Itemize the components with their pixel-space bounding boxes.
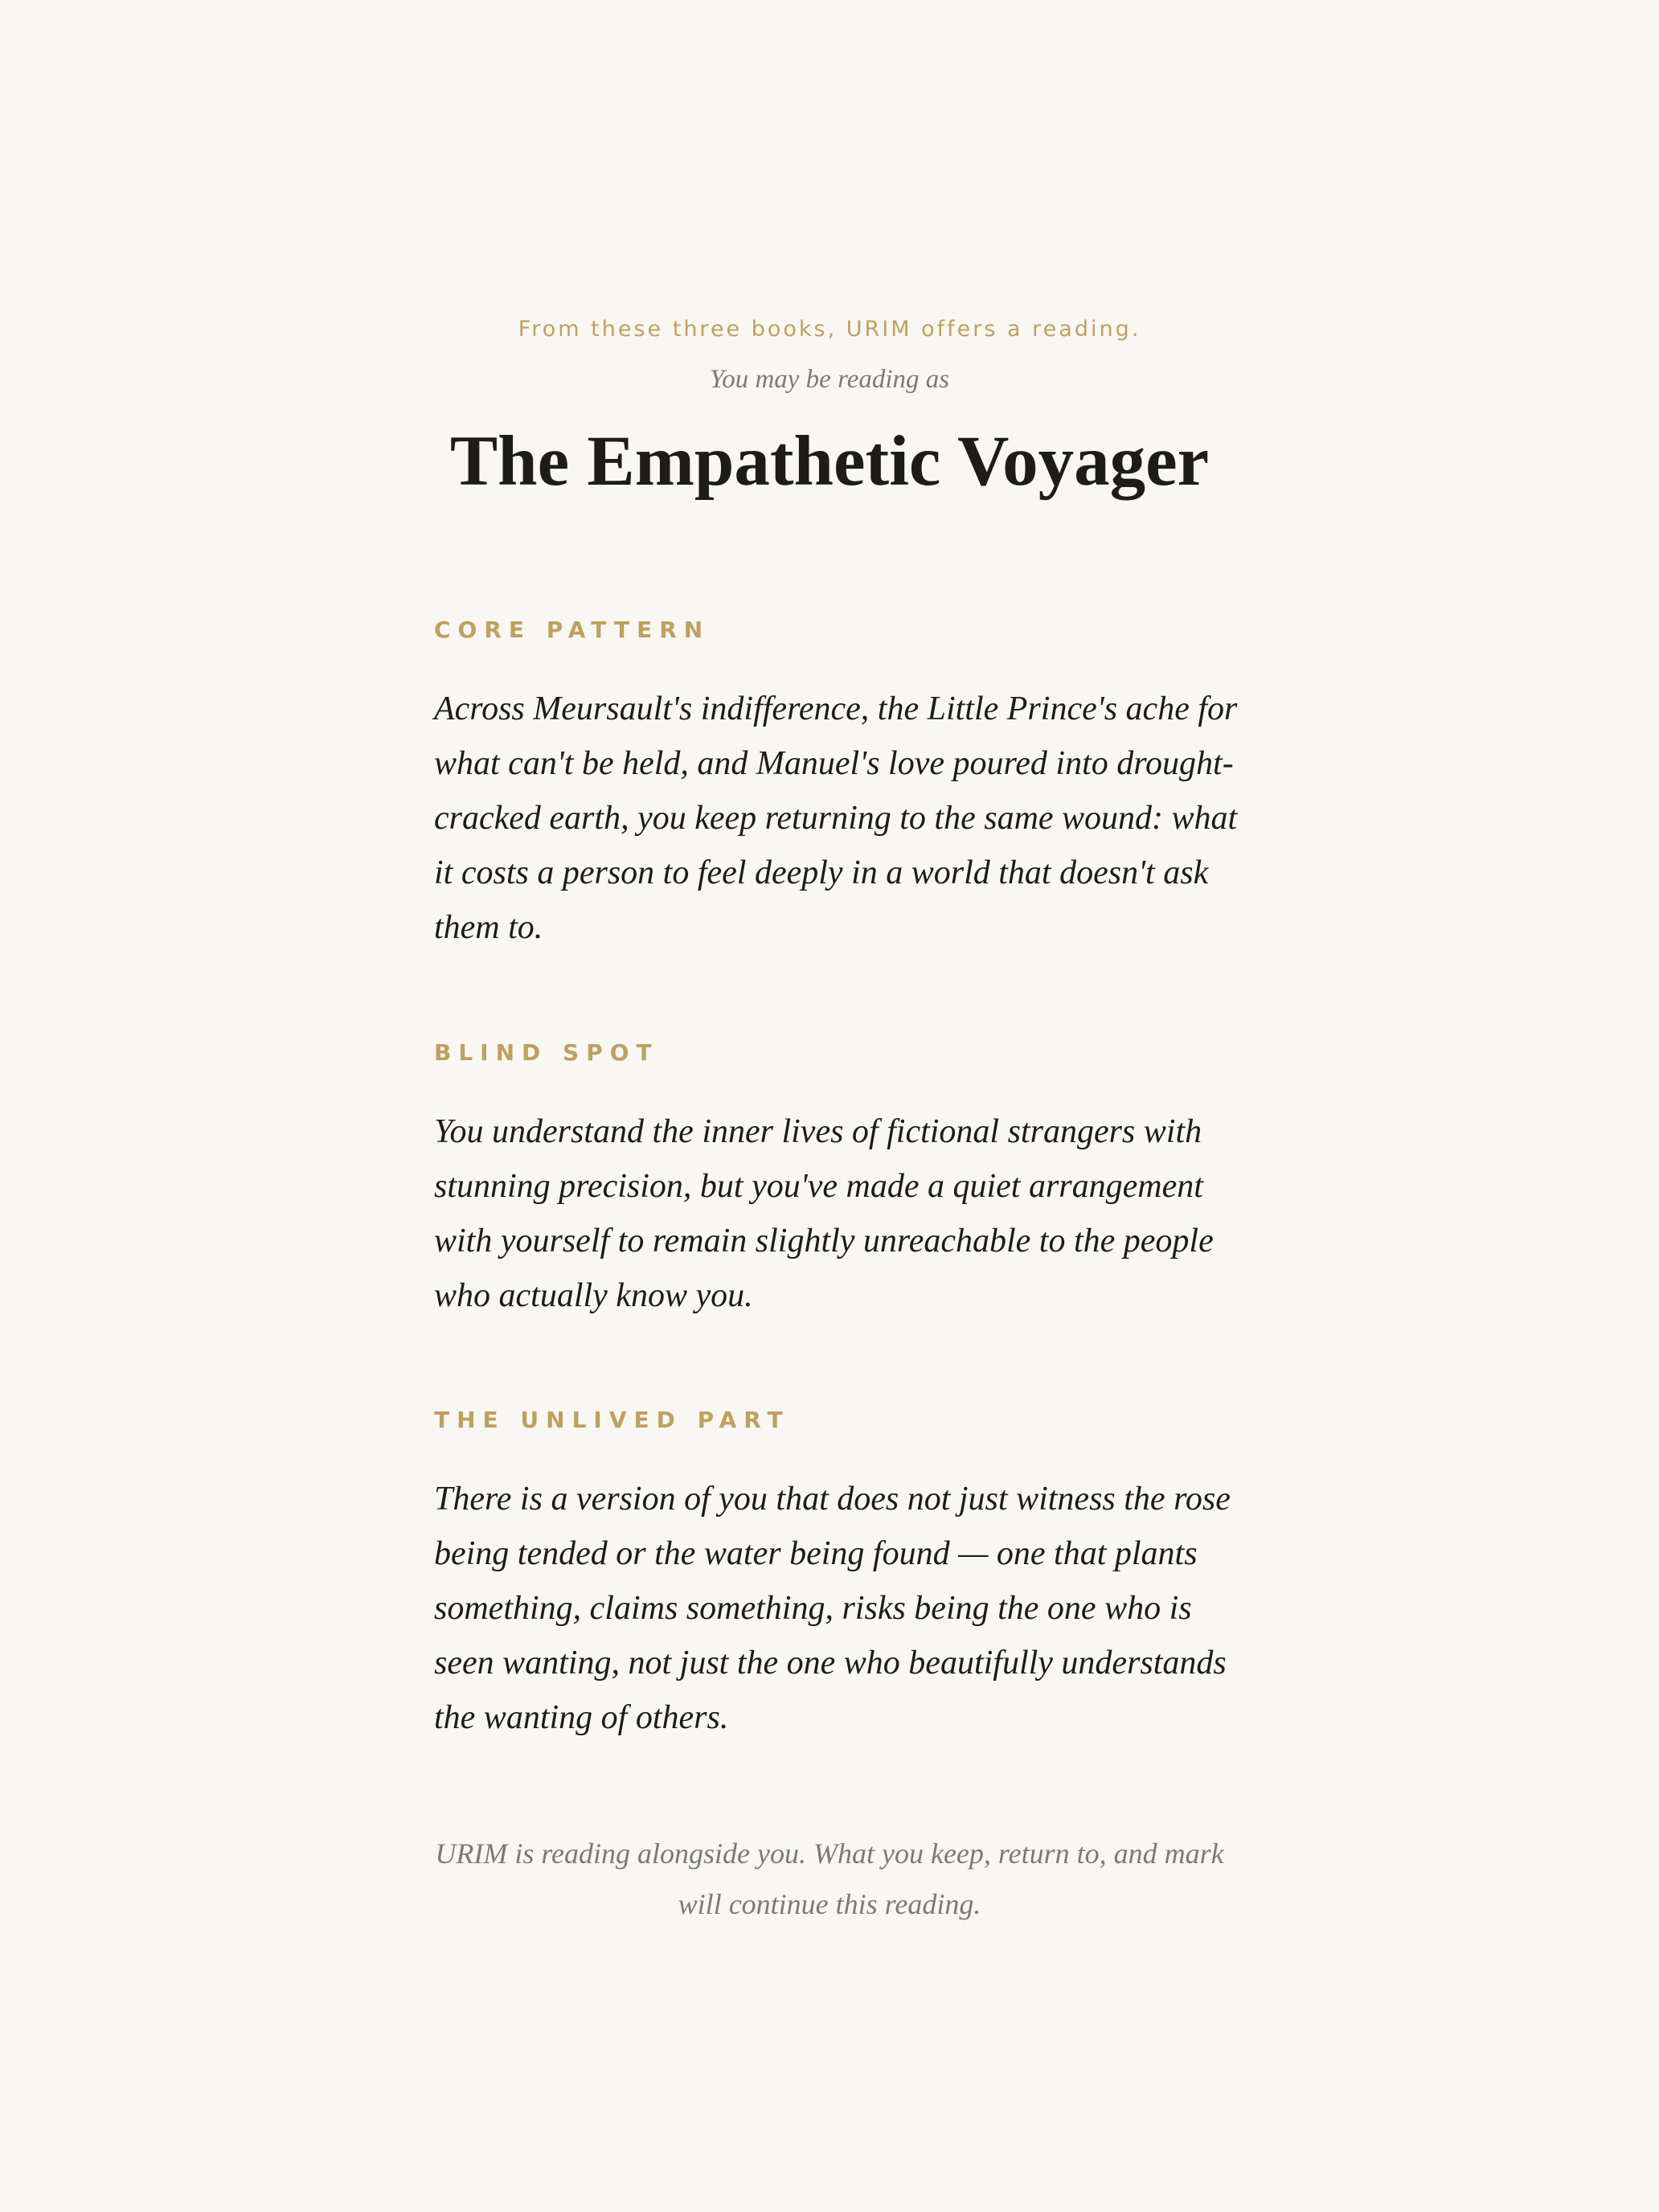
unlived-part-section <box>434 1406 1238 1745</box>
section-label-unlived-part: THE UNLIVED PART <box>434 1407 790 1433</box>
core-pattern-section <box>434 616 1238 955</box>
section-body-blind-spot: You understand the inner lives of fictional strangers with stunning precision, but you've made a quiet arrangement with yourself to remain slightly unreachable to the people who actually know you. <box>434 1113 1214 1314</box>
page-title: The Empathetic Voyager <box>449 422 1210 501</box>
section-body-core-pattern: Across Meursault's indifference, the Little Prince's ache for what can't be held, and Manuel's love poured into drought-cracked earth, you keep returning to the same wound: what it costs a person to feel deeply in a world that doesn't ask them to. <box>434 690 1238 946</box>
section-label-core-pattern: CORE PATTERN <box>434 616 711 643</box>
footer-note: URIM is reading alongside you. What you keep, return to, and mark will continue this reading. <box>435 1837 1224 1920</box>
section-label-blind-spot: BLIND SPOT <box>434 1039 659 1066</box>
blind-spot-section <box>434 1038 1238 1323</box>
reading-as-label: You may be reading as <box>709 365 950 394</box>
section-body-unlived-part: There is a version of you that does not just witness the rose being tended or the water being found — one that plants something, claims something, risks being the one who is seen wanting, not just the one who beautifully understands the wanting of others. <box>434 1481 1231 1736</box>
intro-line: From these three books, URIM offers a reading. <box>518 317 1141 342</box>
